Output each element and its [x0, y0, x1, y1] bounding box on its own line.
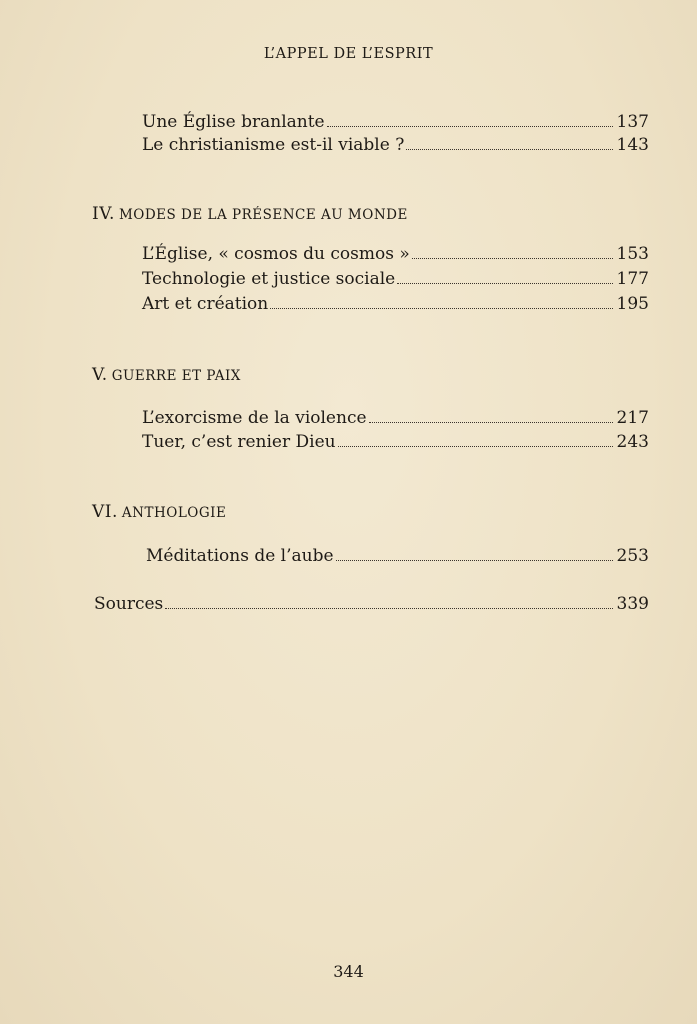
dot-leader: [165, 595, 612, 609]
toc-entry-title: Le christianisme est-il viable ?: [142, 135, 405, 155]
toc-entry-page: 177: [616, 269, 649, 289]
toc-entry-page: 339: [616, 594, 649, 614]
running-header: L’APPEL DE L’ESPRIT: [263, 46, 434, 62]
toc-entry-title: Une Église branlante: [142, 112, 325, 132]
dot-leader: [412, 245, 613, 259]
section-title: ANTHOLOGIE: [121, 505, 227, 521]
toc-entry[interactable]: [142, 244, 649, 264]
toc-entry[interactable]: [142, 432, 649, 452]
toc-entry-title: Technologie et justice sociale: [142, 269, 396, 289]
toc-entry[interactable]: [142, 294, 649, 314]
dot-leader: [406, 136, 612, 150]
section-heading-v: [92, 365, 241, 385]
section-title: GUERRE ET PAIX: [111, 368, 241, 384]
section-title: MODES DE LA PRÉSENCE AU MONDE: [118, 207, 408, 223]
toc-entry-title: Sources: [94, 594, 164, 614]
toc-entry-sources[interactable]: [94, 594, 649, 614]
toc-entry[interactable]: [142, 269, 649, 289]
section-numeral: V.: [92, 365, 108, 385]
toc-entry-title: Art et création: [142, 294, 269, 314]
toc-entry[interactable]: [142, 112, 649, 132]
toc-entry[interactable]: [146, 546, 649, 566]
toc-entry-page: 143: [616, 135, 649, 155]
section-numeral: VI.: [92, 502, 118, 522]
toc-entry-title: Tuer, c’est renier Dieu: [142, 432, 336, 452]
toc-entry-page: 153: [616, 244, 649, 264]
toc-entry-title: L’Église, « cosmos du cosmos »: [142, 244, 410, 264]
page-number: 344: [333, 962, 364, 981]
section-heading-iv: [92, 204, 408, 224]
dot-leader: [338, 433, 613, 447]
toc-entry-page: 243: [616, 432, 649, 452]
toc-entry-page: 195: [616, 294, 649, 314]
section-numeral: IV.: [92, 204, 115, 224]
dot-leader: [270, 295, 612, 309]
dot-leader: [369, 409, 613, 423]
toc-entry[interactable]: [142, 408, 649, 428]
dot-leader: [327, 113, 613, 127]
toc-entry[interactable]: [142, 135, 649, 155]
dot-leader: [397, 270, 612, 284]
toc-entry-page: 137: [616, 112, 649, 132]
toc-entry-page: 253: [616, 546, 649, 566]
section-heading-vi: [92, 502, 226, 522]
toc-entry-page: 217: [616, 408, 649, 428]
toc-entry-title: Méditations de l’aube: [146, 546, 334, 566]
toc-entry-title: L’exorcisme de la violence: [142, 408, 367, 428]
dot-leader: [336, 547, 613, 561]
